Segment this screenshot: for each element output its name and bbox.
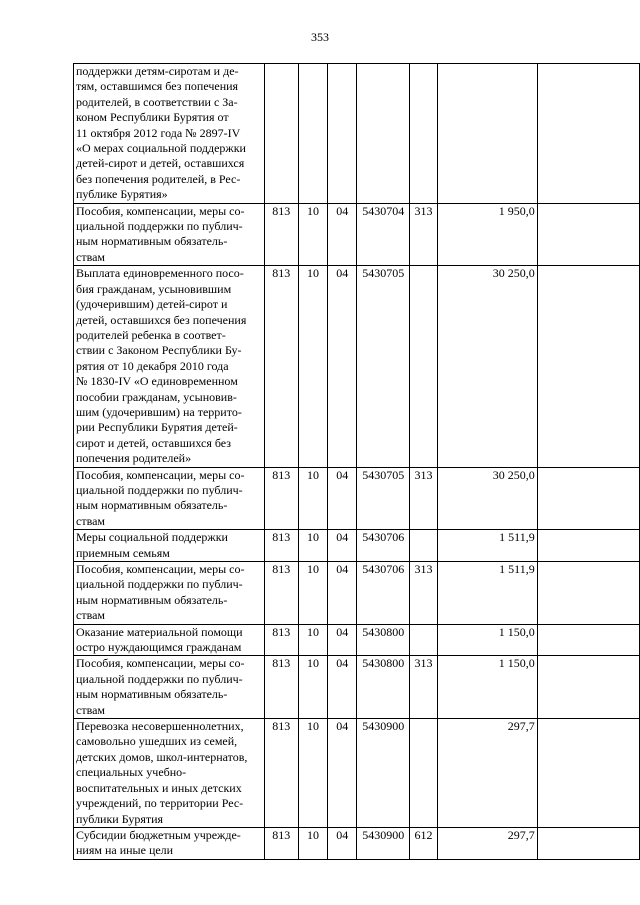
name-line: публике Бурятия» [76,187,168,202]
name-line: публики Бурятия [76,811,164,826]
cell-target-code [357,64,410,204]
table-row [74,827,640,859]
cell-subsection-code: 04 [328,203,357,266]
cell-expense-type-code [410,64,438,204]
cell-target-code: 5430705 [357,266,410,467]
cell-sum [437,64,537,204]
cell-empty [537,827,639,859]
cell-subsection-code: 04 [328,467,357,530]
cell-subsection-code: 04 [328,562,357,625]
cell-ministry-code: 813 [264,562,298,625]
cell-ministry-code: 813 [264,266,298,467]
name-line: ствам [76,702,105,717]
cell-subsection-code: 04 [328,656,357,719]
table-row [74,203,640,266]
name-line: поддержки детям-сиротам и де- [76,64,239,78]
table-body [74,64,640,860]
cell-name [74,827,265,859]
cell-section-code: 10 [298,719,327,828]
name-line: Перевозка несовершеннолетних, [76,719,244,734]
name-line: пособии гражданам, усыновив- [76,389,237,404]
table-row [74,656,640,719]
cell-empty [537,467,639,530]
cell-ministry-code: 813 [264,719,298,828]
cell-name [74,530,265,562]
cell-section-code: 10 [298,203,327,266]
name-line: Пособия, компенсации, меры со- [76,203,245,218]
table-row [74,64,640,204]
cell-expense-type-code: 313 [410,562,438,625]
table-row [74,719,640,828]
name-line: ным нормативным обязатель- [76,687,228,702]
name-line: ствам [76,513,105,528]
name-line: ствии с Законом Республики Бу- [76,343,242,358]
name-line: воспитательных и иных детских [76,780,242,795]
cell-name [74,467,265,530]
name-line: детских домов, школ-интернатов, [76,749,248,764]
cell-target-code: 5430900 [357,827,410,859]
cell-empty [537,266,639,467]
cell-ministry-code [264,64,298,204]
name-line: ным нормативным обязатель- [76,592,228,607]
name-line: Субсидии бюджетным учрежде- [76,827,241,842]
name-line: самовольно ушедших из семей, [76,734,238,749]
name-line: рии Республики Бурятия детей- [76,420,238,435]
table-row [74,530,640,562]
cell-expense-type-code [410,530,438,562]
name-line: циальной поддержки по публич- [76,577,243,592]
page-number: 353 [311,30,329,44]
name-line: детей-сирот и детей, оставшихся [76,156,245,171]
cell-sum: 1 150,0 [437,624,537,656]
cell-section-code: 10 [298,266,327,467]
table-row [74,266,640,467]
cell-section-code: 10 [298,624,327,656]
cell-ministry-code: 813 [264,467,298,530]
name-line: Пособия, компенсации, меры со- [76,656,245,671]
cell-expense-type-code: 612 [410,827,438,859]
name-line: циальной поддержки по публич- [76,219,243,234]
cell-target-code: 5430900 [357,719,410,828]
cell-expense-type-code [410,624,438,656]
cell-section-code: 10 [298,530,327,562]
cell-target-code: 5430800 [357,656,410,719]
cell-expense-type-code: 313 [410,467,438,530]
cell-sum: 1 511,9 [437,562,537,625]
name-line: специальных учебно- [76,765,187,780]
cell-expense-type-code: 313 [410,656,438,719]
name-line: ным нормативным обязатель- [76,234,228,249]
cell-ministry-code: 813 [264,530,298,562]
table-row [74,562,640,625]
name-line: родителей ребенка в соответ- [76,327,226,342]
cell-name [74,64,265,204]
cell-subsection-code: 04 [328,624,357,656]
cell-sum: 297,7 [437,827,537,859]
table-row [74,467,640,530]
cell-name [74,203,265,266]
name-line: Оказание материальной помощи [76,624,243,639]
cell-target-code: 5430706 [357,530,410,562]
table-row [74,624,640,656]
name-line: рятия от 10 декабря 2010 года [76,358,229,373]
name-line: приемным семьям [76,545,170,560]
cell-section-code: 10 [298,562,327,625]
name-line: (удочерившим) детей-сирот и [76,297,228,312]
name-line: ствам [76,608,105,623]
name-line: шим (удочерившим) на террито- [76,404,242,419]
cell-name [74,266,265,467]
cell-expense-type-code: 313 [410,203,438,266]
name-line: детей, оставшихся без попечения [76,312,247,327]
name-line: без попечения родителей, в Рес- [76,171,241,186]
name-line: «О мерах социальной поддержки [76,141,246,156]
cell-subsection-code: 04 [328,719,357,828]
cell-empty [537,624,639,656]
cell-ministry-code: 813 [264,656,298,719]
cell-empty [537,719,639,828]
name-line: попечения родителей» [76,451,192,466]
cell-empty [537,64,639,204]
cell-section-code: 10 [298,827,327,859]
cell-ministry-code: 813 [264,203,298,266]
cell-subsection-code: 04 [328,266,357,467]
cell-empty [537,203,639,266]
cell-expense-type-code [410,719,438,828]
name-line: бия гражданам, усыновившим [76,281,232,296]
cell-name [74,719,265,828]
name-line: 11 октября 2012 года № 2897-IV [76,125,241,140]
name-line: родителей, в соответствии с За- [76,94,238,109]
cell-section-code: 10 [298,467,327,530]
cell-name [74,562,265,625]
cell-subsection-code: 04 [328,530,357,562]
cell-target-code: 5430706 [357,562,410,625]
name-line: ниям на иные цели [76,843,174,858]
cell-sum: 1 150,0 [437,656,537,719]
name-line: учреждений, по территории Рес- [76,796,244,811]
budget-table [73,63,640,860]
name-line: ствам [76,249,105,264]
name-line: Выплата единовременного посо- [76,266,244,281]
name-line: ным нормативным обязатель- [76,498,228,513]
cell-empty [537,530,639,562]
cell-subsection-code [328,64,357,204]
cell-target-code: 5430800 [357,624,410,656]
cell-sum: 30 250,0 [437,467,537,530]
cell-sum: 297,7 [437,719,537,828]
cell-sum: 1 950,0 [437,203,537,266]
name-line: циальной поддержки по публич- [76,671,243,686]
cell-sum: 1 511,9 [437,530,537,562]
name-line: коном Республики Бурятия от [76,110,229,125]
cell-target-code: 5430705 [357,467,410,530]
cell-empty [537,656,639,719]
name-line: сирот и детей, оставшихся без [76,435,232,450]
name-line: Пособия, компенсации, меры со- [76,562,245,576]
cell-target-code: 5430704 [357,203,410,266]
cell-expense-type-code [410,266,438,467]
name-line: Меры социальной поддержки [76,530,228,545]
cell-ministry-code: 813 [264,827,298,859]
name-line: циальной поддержки по публич- [76,482,243,497]
name-line: № 1830-IV «О единовременном [76,374,238,389]
cell-empty [537,562,639,625]
cell-section-code [298,64,327,204]
name-line: Пособия, компенсации, меры со- [76,467,245,482]
cell-name [74,624,265,656]
cell-sum: 30 250,0 [437,266,537,467]
cell-subsection-code: 04 [328,827,357,859]
name-line: тям, оставшимся без попечения [76,79,239,94]
cell-ministry-code: 813 [264,624,298,656]
cell-name [74,656,265,719]
cell-section-code: 10 [298,656,327,719]
name-line: остро нуждающимся гражданам [76,640,242,655]
